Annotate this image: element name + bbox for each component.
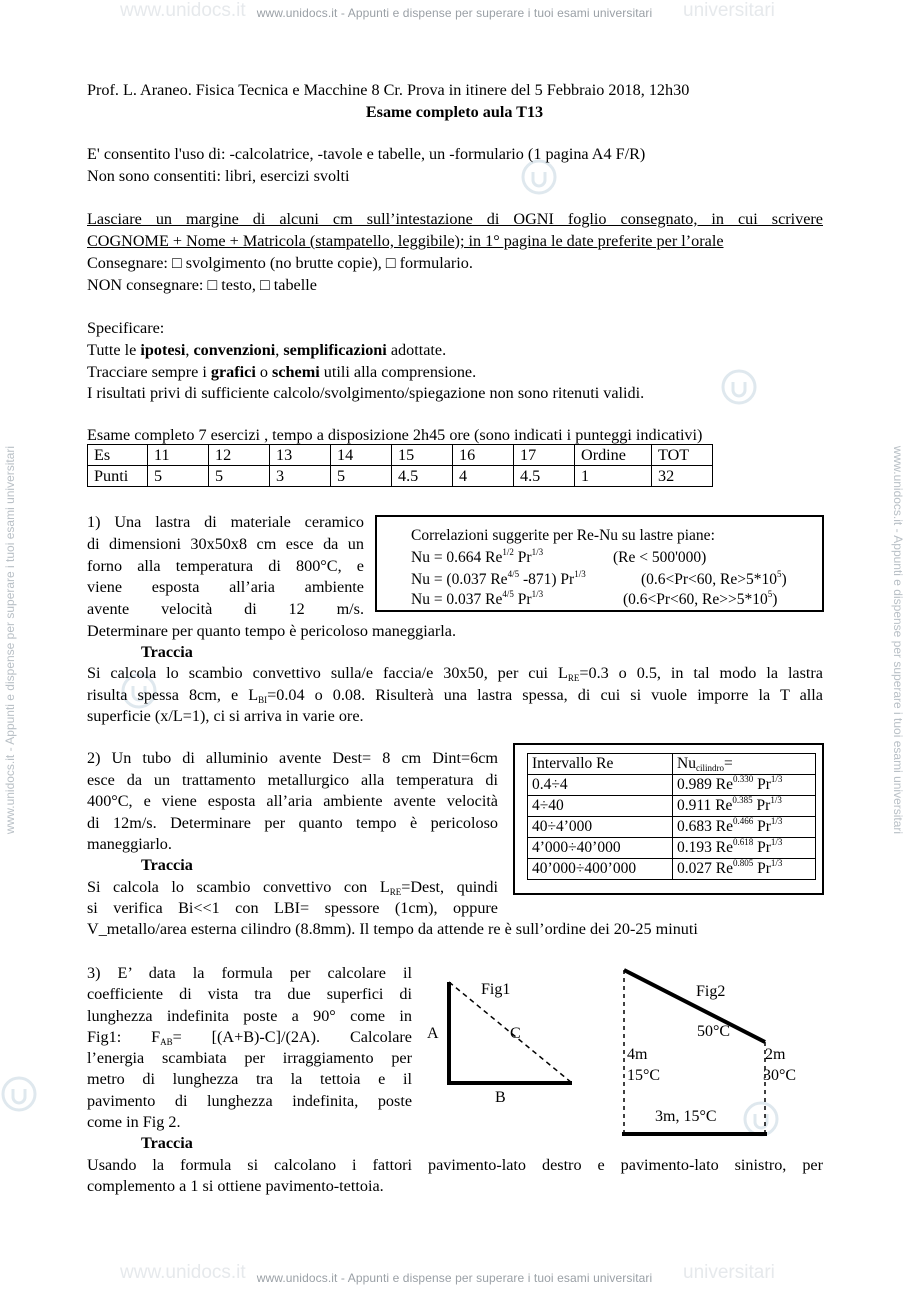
rules-allowed: E' consentito l'uso di: -calcolatrice, -tavole e tabelle, un -formulario (1 pagina A4 F/R): [87, 145, 646, 163]
ex3-line-5: l’energia scambiata per irraggiamento per: [87, 1049, 412, 1067]
fig2-left-temp: 15°C: [627, 1067, 661, 1084]
rules-margin-line-1: Lasciare un margine di alcuni cm sull’intestazione di OGNI foglio consegnato, in cui scrivere: [87, 210, 823, 228]
fig2-roof-temp: 50°C: [697, 1023, 731, 1040]
specify-line-1: Tutte le ipotesi, convenzioni, semplificazioni adottate.: [87, 341, 447, 359]
watermark-top: www.unidocs.it - Appunti e dispense per superare i tuoi esami universitari: [256, 6, 653, 20]
correlation-2: Nu = (0.037 $Re^{4/5}$ -871) $Pr^{1/3}$ (0.6<Pr<60, $Re>5*10^5$): [411, 569, 787, 588]
exam-subtitle: Esame completo aula T13: [365, 103, 544, 121]
correlation-3: Nu = 0.037 $Re^{4/5}$ $Pr^{1/3}$ (0.6<Pr<60, $Re>>5*10^5$): [411, 589, 778, 608]
ex1-line-1: 1) Una lastra di materiale ceramico: [87, 513, 364, 531]
ex1-solution-line-3: superficie (x/L=1), ci si arriva in varie ore.: [87, 707, 364, 725]
watermark-ghost-word: universitari: [683, 0, 775, 21]
fig2-floor-label: 3m, 15°C: [655, 1108, 717, 1125]
rules-non-consegnare: NON consegnare: □ testo, □ tabelle: [87, 276, 317, 294]
watermark-bottom: www.unidocs.it - Appunti e dispense per superare i tuoi esami universitari: [256, 1271, 653, 1285]
ex3-solution-line-2: complemento a 1 si ottiene pavimento-tettoia.: [87, 1177, 384, 1195]
fig1-title: Fig1: [481, 981, 511, 998]
ex1-line-6: Determinare per quanto tempo è pericoloso maneggiarla.: [87, 622, 457, 640]
fig2-right-height: 2m: [765, 1046, 786, 1063]
watermark-ghost-domain: www.unidocs.it: [120, 0, 246, 21]
ex2-solution-line-3: V_metallo/area esterna cilindro (8.8mm). Il tempo da attende re è sull’ordine dei 20-25 minuti: [87, 920, 698, 938]
nu-table-row: 40’000÷400’000 0.027 $Re^{0.805}$ $Pr^{1/3}$: [528, 859, 816, 880]
ex2-line-4: di 12m/s. Determinare per quanto tempo è pericoloso: [87, 814, 498, 832]
ex3-line-7: pavimento di lunghezza indefinita, poste: [87, 1092, 412, 1110]
watermark-side-right: www.unidocs.it - Appunti e dispense per superare i tuoi esami universitari: [891, 445, 905, 835]
ex1-correlations-box: [375, 515, 824, 612]
fig2-right-temp: 30°C: [763, 1067, 797, 1084]
fig2-left-height: 4m: [627, 1046, 648, 1063]
ex1-line-2: di dimensioni 30x50x8 cm esce da un: [87, 535, 364, 553]
ex1-line-5: avente velocità di 12 m/s.: [87, 600, 364, 618]
nu-table-header: Intervallo Re $Nu_{cilindro}=$: [528, 754, 816, 775]
ex2-nu-table-box: [513, 743, 824, 895]
rules-not-allowed: Non sono consentiti: libri, esercizi svolti: [87, 167, 350, 185]
ex1-solution-line-1: Si calcola lo scambio convettivo sulla/e faccia/e 30x50, per cui $L_{RE}=0.3$ o 0.5, in tal modo la lastra: [87, 664, 823, 683]
ex3-line-4: Fig1: $F_{AB}= [(A+B)-C]/(2A)$. Calcolare: [87, 1028, 412, 1047]
exam-header: Prof. L. Araneo. Fisica Tecnica e Macchine 8 Cr. Prova in itinere del 5 Febbraio 2018, 12h30: [87, 81, 690, 99]
ex3-line-8: come in Fig 2.: [87, 1113, 181, 1131]
specify-line-3: I risultati privi di sufficiente calcolo/svolgimento/spiegazione non sono ritenuti validi.: [87, 384, 645, 402]
ex2-line-1: 2) Un tubo di alluminio avente Dest= 8 cm Dint=6cm: [87, 749, 498, 767]
rules-margin-line-2: COGNOME + Nome + Matricola (stampatello, leggibile); in 1° pagina le date preferite per l’orale: [87, 232, 724, 250]
points-table-row-punti: Punti 5 5 3 5 4.5 4 4.5 1 32: [88, 466, 713, 487]
fig2-title: Fig2: [696, 983, 726, 1000]
ex3-line-3: lunghezza indefinita poste a 90° come in: [87, 1007, 412, 1025]
ex1-line-3: forno alla temperatura di 800°C, e: [87, 557, 364, 575]
watermark-side-left: www.unidocs.it - Appunti e dispense per superare i tuoi esami universitari: [3, 445, 17, 835]
ex2-traccia-heading: Traccia: [141, 856, 193, 874]
fig1-label-b: B: [495, 1089, 506, 1106]
ex2-solution-line-1: Si calcola lo scambio convettivo con $L_{RE}=Dest$, quindi: [87, 878, 498, 897]
ex2-line-2: esce da un trattamento metallurgico alla temperatura di: [87, 771, 498, 789]
specify-title: Specificare:: [87, 319, 165, 337]
ex3-solution-line-1: Usando la formula si calcolano i fattori pavimento-lato destro e pavimento-lato sinistro, per: [87, 1156, 823, 1174]
ex3-line-1: 3) E’ data la formula per calcolare il: [87, 964, 412, 982]
points-table: [87, 444, 713, 487]
ex3-line-2: coefficiente di vista tra due superfici di: [87, 985, 412, 1003]
points-table-row-es: Es 11 12 13 14 15 16 17 Ordine TOT: [88, 445, 713, 466]
watermark-logo-icon: [0, 1075, 38, 1113]
ex2-line-5: maneggiarlo.: [87, 835, 172, 853]
ex1-solution-line-2: risulta spessa 8cm, e $L_{BI}=0.04$ o 0.08. Risulterà una lastra spessa, di cui si vuole imporre la T alla: [87, 686, 823, 705]
nu-table-row: 0.4÷4 0.989 $Re^{0.330}$ $Pr^{1/3}$: [528, 775, 816, 796]
watermark-logo-icon: [720, 368, 758, 406]
ex2-solution-line-2: si verifica Bi<<1 con LBI= spessore (1cm), oppure: [87, 899, 498, 917]
correlation-1: Nu = 0.664 $Re^{1/2}$ $Pr^{1/3}$ (Re < 500'000): [411, 547, 707, 566]
watermark-ghost-word-bottom: universitari: [683, 1262, 775, 1283]
correlations-title: Correlazioni suggerite per Re-Nu su lastre piane:: [411, 527, 715, 544]
watermark-ghost-domain-bottom: www.unidocs.it: [120, 1262, 246, 1283]
fig1-label-a: A: [427, 1025, 439, 1042]
nu-table-row: 40÷4’000 0.683 $Re^{0.466}$ $Pr^{1/3}$: [528, 817, 816, 838]
nu-table-row: 4÷40 0.911 $Re^{0.385}$ $Pr^{1/3}$: [528, 796, 816, 817]
exam-intro: Esame completo 7 esercizi , tempo a disposizione 2h45 ore (sono indicati i punteggi indicativi): [87, 426, 703, 444]
rules-consegnare: Consegnare: □ svolgimento (no brutte copie), □ formulario.: [87, 254, 473, 272]
ex1-traccia-heading: Traccia: [141, 643, 193, 661]
ex2-line-3: 400°C, e viene esposta all’aria ambiente avente velocità: [87, 792, 498, 810]
nu-cylinder-table: [527, 753, 816, 880]
ex1-line-4: viene esposta all’aria ambiente: [87, 578, 364, 596]
nu-table-row: 4’000÷40’000 0.193 $Re^{0.618}$ $Pr^{1/3}$: [528, 838, 816, 859]
specify-line-2: Tracciare sempre i grafici o schemi utili alla comprensione.: [87, 363, 477, 381]
ex3-traccia-heading: Traccia: [141, 1134, 193, 1152]
ex3-line-6: metro di lunghezza tra la tettoia e il: [87, 1070, 412, 1088]
fig1-label-c: C: [510, 1025, 521, 1042]
